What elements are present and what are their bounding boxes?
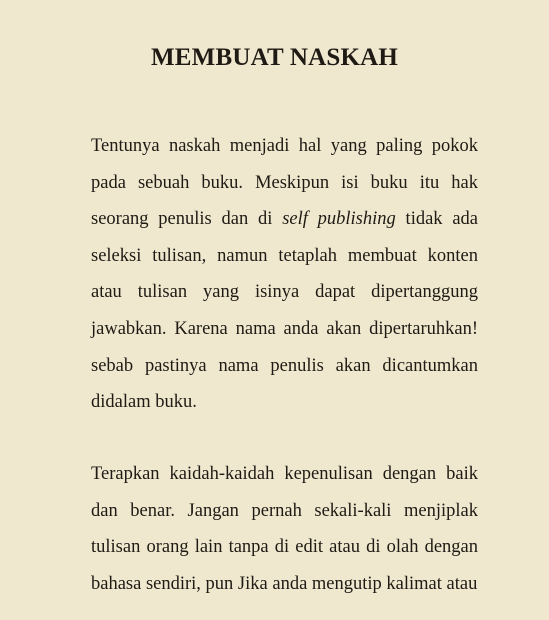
paragraph-1-text-end: tidak ada seleksi tulisan, namun tetaplah membuat konten atau tulisan yang isinya dapat dipertanggung jawabkan. Karena nama anda akan dipertaruhkan! sebab pastinya nama penulis akan dicantumkan didalam buku. [91, 209, 478, 413]
page-title: MEMBUAT NASKAH [150, 44, 399, 71]
paragraph-1-text-start: Tentunya naskah menjadi hal yang paling pokok pada sebuah buku. Meskipun isi buku itu hak seorang penulis dan di [91, 136, 478, 230]
paragraph-1 [91, 128, 478, 421]
paragraph-2: Terapkan kaidah-kaidah kepenulisan dengan baik dan benar. Jangan pernah sekali-kali menjiplak tulisan orang lain tanpa di edit atau di olah dengan bahasa sendiri, pun Jika anda mengutip kalimat atau [91, 464, 478, 594]
paragraph-1-emphasis: self publishing [282, 209, 396, 230]
